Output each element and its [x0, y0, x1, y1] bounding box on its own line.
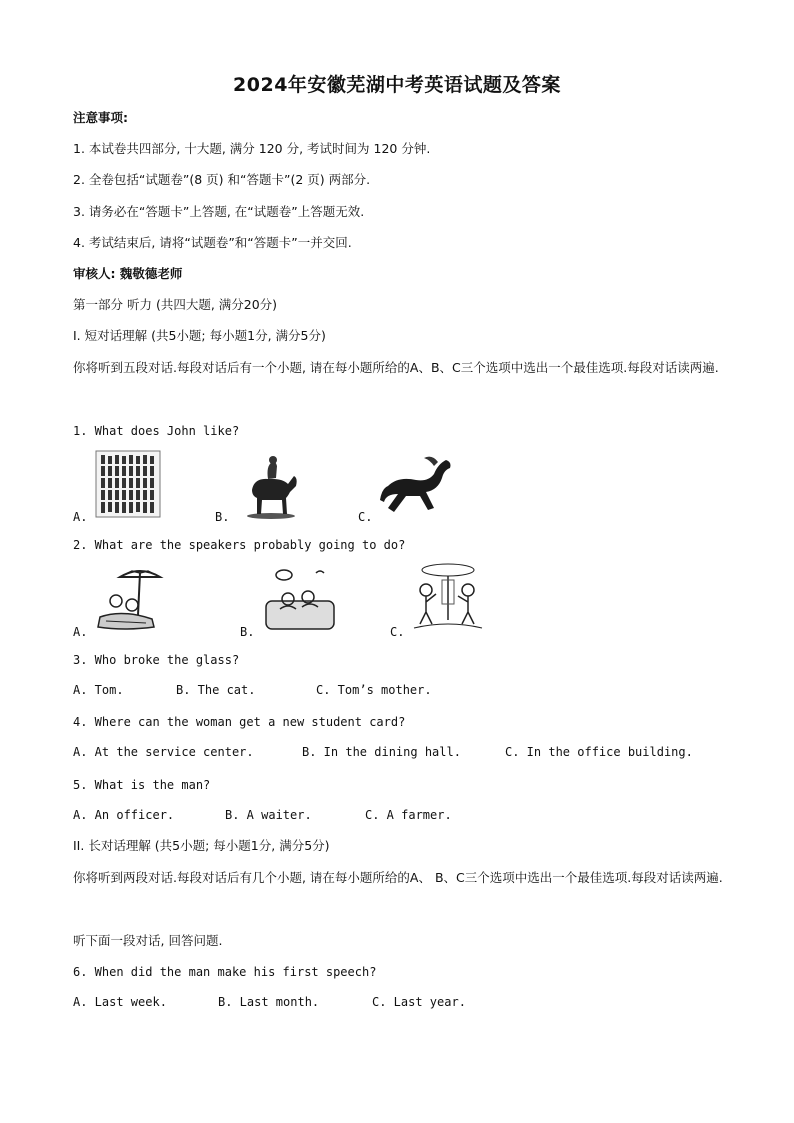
q3-option-c: C. Tom’s mother. [316, 683, 432, 697]
q2-option-c-label: C. [390, 625, 405, 639]
q3-option-a: A. Tom. [73, 683, 124, 697]
q2-option-b-label: B. [240, 625, 255, 639]
question-1: 1. What does John like? [73, 424, 240, 438]
q2-option-a-label: A. [73, 625, 88, 639]
page-title: 2024年安徽芜湖中考英语试题及答案 [233, 74, 561, 96]
galloping-horse-painting [378, 450, 456, 524]
question-2: 2. What are the speakers probably going to do? [73, 538, 406, 552]
part-heading: 第一部分 听力 (共四大题, 满分20分) [73, 297, 278, 312]
q3-option-b: B. The cat. [176, 683, 256, 697]
sub-instruction: 听下面一段对话, 回答问题. [73, 933, 223, 948]
question-4: 4. Where can the woman get a new student card? [73, 715, 406, 729]
question-3: 3. Who broke the glass? [73, 653, 240, 667]
notice-heading: 注意事项: [73, 110, 128, 125]
q6-option-b: B. Last month. [218, 995, 320, 1009]
q6-option-c: C. Last year. [372, 995, 466, 1009]
question-5: 5. What is the man? [73, 778, 211, 792]
q1-option-b-label: B. [215, 510, 230, 524]
horse-statue-image [240, 452, 302, 524]
q4-option-c: C. In the office building. [505, 745, 693, 759]
section-instruction: 你将听到两段对话.每段对话后有几个小题, 请在每小题所给的A、 B、C三个选项中选出一个最佳选项.每段对话读两遍. [73, 870, 723, 885]
notice-item: 3. 请务必在“答题卡”上答题, 在“试题卷”上答题无效. [73, 204, 365, 219]
calligraphy-image [95, 450, 161, 522]
q5-option-b: B. A waiter. [225, 808, 312, 822]
section-instruction: 你将听到五段对话.每段对话后有一个小题, 请在每小题所给的A、B、C三个选项中选出一个最佳选项.每段对话读两遍. [73, 360, 719, 375]
notice-item: 4. 考试结束后, 请将“试题卷”和“答题卡”一并交回. [73, 235, 352, 250]
q1-option-c-label: C. [358, 510, 373, 524]
beach-umbrella-image [92, 565, 168, 639]
q5-option-a: A. An officer. [73, 808, 175, 822]
q1-option-a-label: A. [73, 510, 88, 524]
people-swimming-image [262, 565, 338, 639]
q5-option-c: C. A farmer. [365, 808, 452, 822]
section-heading: II. 长对话理解 (共5小题; 每小题1分, 满分5分) [73, 838, 330, 853]
reviewer: 审核人: 魏敬德老师 [73, 266, 183, 281]
q4-option-b: B. In the dining hall. [302, 745, 461, 759]
playing-badminton-image [410, 560, 486, 636]
notice-item: 1. 本试卷共四部分, 十大题, 满分 120 分, 考试时间为 120 分钟. [73, 141, 431, 156]
question-6: 6. When did the man make his first speech? [73, 965, 377, 979]
q6-option-a: A. Last week. [73, 995, 167, 1009]
notice-item: 2. 全卷包括“试题卷”(8 页) 和“答题卡”(2 页) 两部分. [73, 172, 371, 187]
section-heading: I. 短对话理解 (共5小题; 每小题1分, 满分5分) [73, 328, 326, 343]
q4-option-a: A. At the service center. [73, 745, 254, 759]
